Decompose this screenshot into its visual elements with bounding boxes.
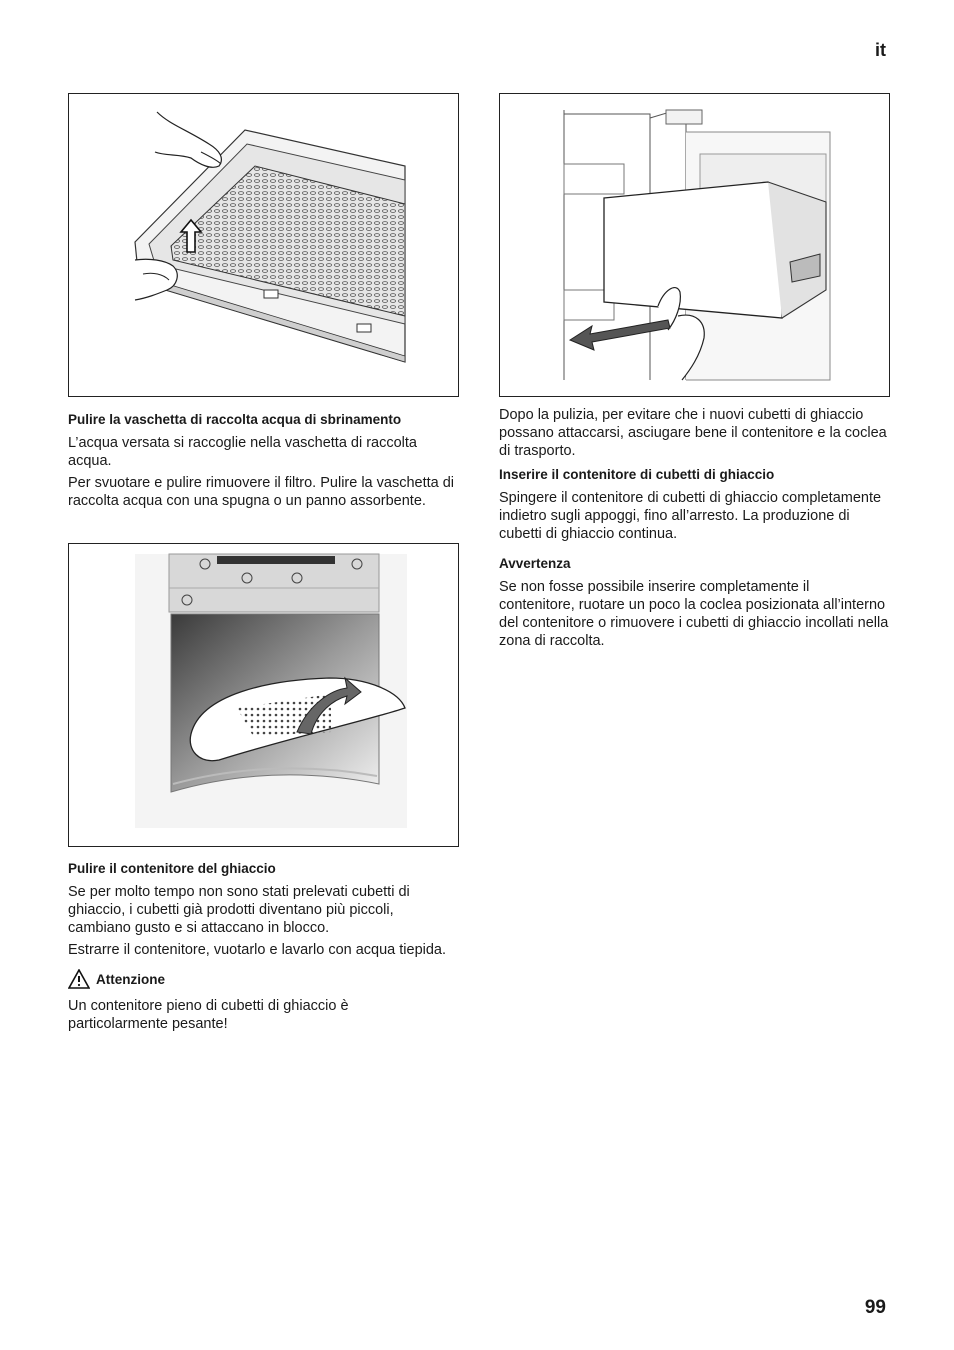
paragraph: Spingere il contenitore di cubetti di ghiaccio completamente indietro sugli appoggi, fino all’arresto. La produzione di cubetti di ghiaccio continua. — [499, 490, 882, 542]
heading-attention: Attenzione — [96, 972, 165, 987]
paragraph: Se per molto tempo non sono stati prelevati cubetti di ghiaccio, i cubetti già prodotti diventano più piccoli, cambiano gusto e si attaccano in blocco. — [68, 884, 410, 936]
paragraph: Per svuotare e pulire rimuovere il filtro. Pulire la vaschetta di raccolta acqua con una spugna o un panno assorbente. — [68, 475, 455, 509]
paragraph: Se non fosse possibile inserire completamente il contenitore, ruotare un poco la coclea posizionata all’interno del contenitore o rimuovere i cubetti di ghiaccio incollati nella zona di raccolta. — [499, 579, 889, 649]
heading-ice-container: Pulire il contenitore del ghiaccio — [68, 861, 276, 876]
warning-triangle-icon — [68, 969, 90, 989]
right-column-text — [499, 406, 889, 654]
page-number: 99 — [864, 1297, 886, 1318]
dispenser-illustration — [69, 544, 458, 846]
paragraph: Estrarre il contenitore, vuotarlo e lavarlo con acqua tiepida. — [68, 942, 447, 958]
paragraph-after-cleaning: Dopo la pulizia, per evitare che i nuovi cubetti di ghiaccio possano attaccarsi, asciugare bene il contenitore e la coclea di trasporto. — [499, 407, 887, 459]
heading-drip-tray: Pulire la vaschetta di raccolta acqua di sbrinamento — [68, 412, 402, 427]
figure-dispenser — [68, 543, 459, 847]
figure-ice-container — [499, 93, 890, 397]
warning-text: Un contenitore pieno di cubetti di ghiaccio è particolarmente pesante! — [68, 998, 349, 1032]
ice-container-illustration — [500, 94, 889, 396]
warning-heading — [68, 969, 460, 989]
figure-drip-tray — [68, 93, 459, 397]
drip-tray-illustration — [69, 94, 458, 396]
language-code: it — [875, 40, 886, 60]
left-section-drip-tray — [68, 411, 460, 514]
heading-notice: Avvertenza — [499, 556, 571, 571]
heading-insert-container: Inserire il contenitore di cubetti di ghiaccio — [499, 467, 775, 482]
paragraph: L’acqua versata si raccoglie nella vaschetta di raccolta acqua. — [68, 435, 417, 469]
left-section-ice-container — [68, 860, 460, 1037]
